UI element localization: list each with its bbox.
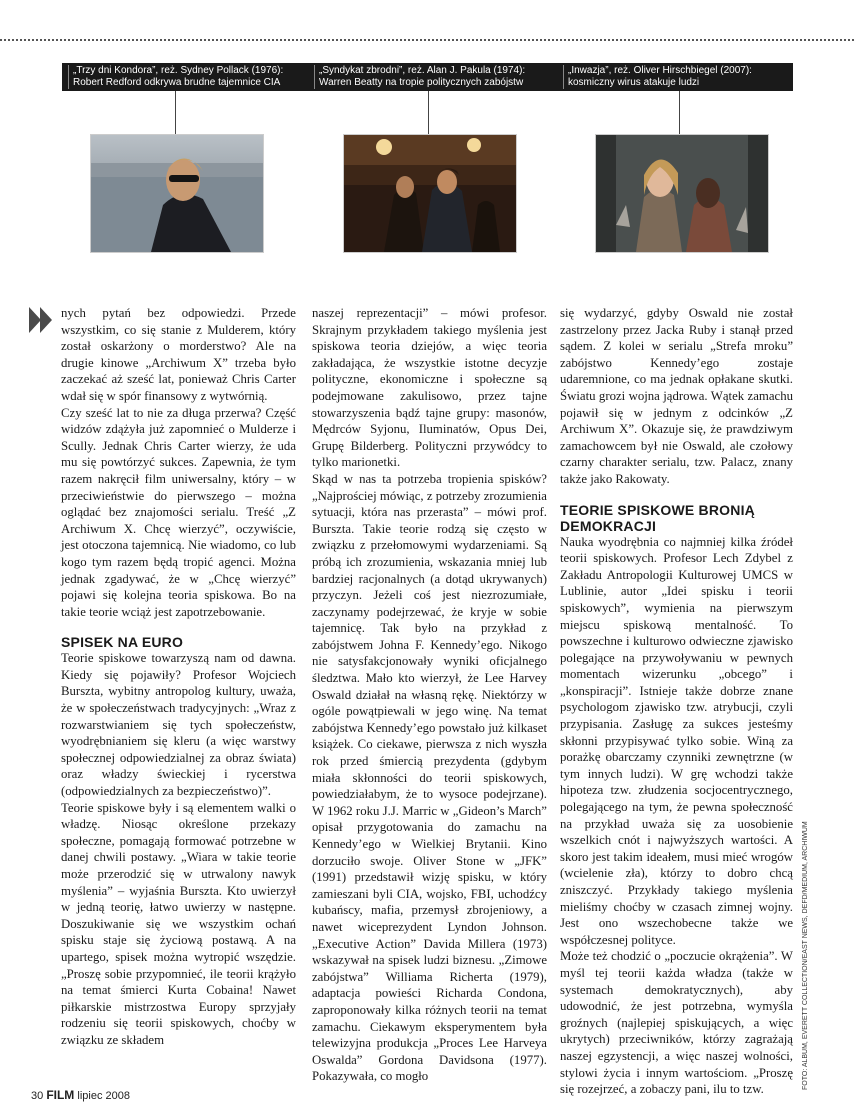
article-column-1: [61, 305, 296, 1049]
paragraph: Może też chodzić o „poczucie okrążenia”. W myśl tej teorii każda władza (także w systemach demokratycznych), aby udowodnić, że jest potrzebna, wymyśla groźnych (najlepiej spiskujących, a więc ukrytych) przeciwników, którzy zagrażają naszej egzystencji, a więc naszej wolności, stylowi życia i innym wartościom. „Proszę się rozejrzeć, a zobaczy pani, ilu to tzw.: [560, 949, 793, 1097]
issue-date: lipiec 2008: [77, 1090, 130, 1102]
caption-1-stem: [175, 91, 176, 134]
paragraph: nych pytań bez odpowiedzi. Przede wszystkim, co się stanie z Mulderem, który został oskarżony o morderstwo? Ale na drugie kinowe „Archiwum X” trzeba było zaczekać aż sześć lat, ponieważ Chris Carter wdał się w spór finansowy z wytwórnią.: [61, 306, 296, 403]
page-footer: [31, 1088, 130, 1102]
film-still-3: [595, 134, 769, 253]
caption-2-stem: [428, 91, 429, 134]
paragraph: Nauka wyodrębnia co najmniej kilka źródeł teorii spiskowych. Profesor Lech Zdybel z Zakładu Antropologii Kulturowej UMCS w Lublinie, autor „Idei spisku i teorii spiskowych”, wymienia na pierwszym miejscu spiskową mentalność. To powszechne i kulturowo odwieczne zjawisko polegające na przywoływaniu w pewnych momentach wizerunku „obcego” i „konspiracji”. Istnieje także dobrze znane psychologom zjawisko tzw. atrybucji, czyli przypisania. Zasługę za sukces jesteśmy skłonni przypisywać tylko sobie. Winą za porażkę obarczamy czynniki zewnętrzne (w tym innych ludzi). W grę wchodzi także hipoteza tzw. złudzenia socjocentrycznego, polegającego na tym, że pewna społeczność na przykład uważa się za uosobienie wszelkich cnót i najwyższych wartości. A skoro jest takim ideałem, musi mieć wrogów (wcielenie zła), którzy to dobro chcą zniszczyć. Przykłady takiego myślenia mieliśmy choćby w czasach zimnej wojny. Jest ono wszechobecne także we współczesnej polityce.: [560, 534, 793, 947]
paragraph: naszej reprezentacji” – mówi profesor. Skrajnym przykładem takiego myślenia jest spiskowa teoria dziejów, a więc teoria zakładająca, że wszystkie istotne decyzje polityczne, ekonomiczne i społeczne są podejmowane zakulisowo, przez tajne stowarzyszenia bądź tajne grupy: masonów, Mędrców Syjonu, Iluminatów, Opus Dei, Grupę Bilderberg. Polityczni przywódcy to tylko marionetki.: [312, 306, 547, 470]
paragraph: Skąd w nas ta potrzeba tropienia spisków?„Najprościej mówiąc, z potrzeby zrozumienia sytuacji, która nas przerasta” – mówi prof. Burszta. Takie teorie rodzą się często w związku z przełomowymi wydarzeniami. Są próbą ich zrozumienia, wskazania mniej lub bardziej racjonalnych (a dotąd ukrywanych) przyczyn. Jeżeli coś jest niezrozumiałe, zaczynamy podejrzewać, że kryje w sobie tajemnicę. Tak było na przykład z zabójstwem Johna F. Kennedy’ego. Nikogo nie satysfakcjonowały wyniki oficjalnego śledztwa. Mało kto wierzył, że Lee Harvey Oswald działał na własną rękę. Niektórzy w ogóle powątpiewali w jego winę. Na temat zabójstwa Kennedy’ego powstało już kilkaset książek. Co ciekawe, pierwsza z nich wyszła rok przed śmiercią prezydenta (gdybym miała skłonności do teorii spiskowych, powiedziałabym, że to wysoce podejrzane). W 1962 roku J.J. Marric w „Gideon’s March” opisał przygotowania do zamachu na Kennedy’ego w Wielkiej Brytanii. Kino dorzuciło swoje. Oliver Stone w „JFK” (1991) przedstawił wizję spisku, w który zamieszani byli CIA, wojsko, FBI, uchodźcy kubańscy, mafia, przemysł zbrojeniowy, a nawet wiceprezydent Lyndon Johnson. „Executive Action” Davida Millera (1973) wskazywał na spisek ludzi biznesu. „Zimowe zabójstwa” Williama Richerta (1979), adaptacja powieści Richarda Condona, zaproponowały kilka różnych teorii na temat zamachu. Ciekawym eksperymentem była telewizyjna produkcja „Proces Lee Harveya Oswalda” Gordona Davidsona (1977). Pokazywała, co mogło: [312, 471, 547, 1084]
article-column-2: [312, 305, 547, 1085]
article-column-3: [560, 305, 793, 1098]
page-number: 30: [31, 1090, 44, 1102]
caption-1-title: „Trzy dni Kondora”, reż. Sydney Pollack (1976):: [73, 65, 284, 76]
caption-2: [314, 65, 541, 89]
continuation-arrow-icon: [29, 307, 53, 333]
caption-3-title: „Inwazja”, reż. Oliver Hirschbiegel (2007):: [568, 65, 752, 76]
magazine-name: FILM: [46, 1088, 75, 1102]
caption-1-desc: Robert Redford odkrywa brudne tajemnice CIA: [73, 77, 281, 88]
caption-3: [563, 65, 790, 89]
caption-1: [68, 65, 295, 89]
film-still-1: [90, 134, 264, 253]
paragraph: Teorie spiskowe były i są elementem walki o władzę. Niosąc określone przekazy społeczne, pomagają formować potrzebne w danej chwili postawy. „Wiara w takie teorie może przerodzić się w utrwalony nawyk myślenia” – wyjaśnia Burszta. Kto uwierzył w jedną teorię, łatwo uwierzy w następne. Doszukiwanie się we wszystkim ochań spisku staje się życiową postawą. A na upartego, spisek można wytropić wszędzie. „Proszę sobie przypomnieć, ile teorii krążyło na temat śmierci Kurta Cobaina! Nawet piłkarskie mistrzostwa Europy sprzyjały rodzeniu się teorii spiskowych, choćby w związku ze składem: [61, 800, 296, 1047]
top-dotted-rule: [0, 39, 854, 41]
paragraph: Teorie spiskowe towarzyszą nam od dawna. Kiedy się pojawiły? Profesor Wojciech Burszta, wybitny antropolog kultury, uważa, że w społeczeństwach tradycyjnych: „Wraz z rozwarstwianiem się tych społeczeństw, wyodrębnianiem się kleru (a więc warstwy społecznej odpowiedzialnej za obraz świata) oraz władzy świeckiej i rycerstwa (odpowiedzialnych za bezpieczeństwo)”.: [61, 651, 296, 799]
caption-2-desc: Warren Beatty na tropie politycznych zabójstw: [319, 77, 524, 88]
caption-2-title: „Syndykat zbrodni”, reż. Alan J. Pakula (1974):: [319, 65, 526, 76]
section-heading: SPISEK NA EURO: [61, 634, 184, 651]
photo-credit: FOTO: ALBUM, EVERETT COLLECTION/EAST NEWS, DEFD/MEDIUM, ARCHIWUM: [802, 821, 809, 1090]
section-heading: TEORIE SPISKOWE BRONIĄ DEMOKRACJI: [560, 501, 755, 534]
paragraph: się wydarzyć, gdyby Oswald nie został zastrzelony przez Jacka Ruby i stanął przed sądem. Z kolei w serialu „Strefa mroku” zabójstwo Kennedy’ego zostaje udaremnione, co ma jednak opłakane skutki. Światu grozi wojna jądrowa. Wątek zamachu pojawił się w jednym z odcinków „Z Archiwum X”. Okazuje się, że prawdziwym zamachowcem był nie Oswald, ale czołowy czarny charakter serialu, tzw. Palacz, znany także jako Rakowaty.: [560, 306, 793, 486]
caption-3-stem: [679, 91, 680, 134]
paragraph: Czy sześć lat to nie za długa przerwa? Część widzów zdążyła już zapomnieć o Mulderze i Scully. Jednak Chris Carter wierzy, że uda mu się powtórzyć sukces. Zapewnia, że tym razem nakręcił film uniwersalny, który – w przeciwieństwie do pierwszego – można oglądać bez znajomości serialu. Treść „Z Archiwum X. Chcę wierzyć”, oczywiście, jest otoczona tajemnicą. Nie wiadomo, co lub kogo tym razem będą tropić agenci. Można jednak zgadywać, że w „Chcę wierzyć” pojawi się kolejna teoria spiskowa. Bo na takie teorie wciąż jest zapotrzebowanie.: [61, 405, 296, 619]
caption-3-desc: kosmiczny wirus atakuje ludzi: [568, 77, 700, 88]
film-still-2: [343, 134, 517, 253]
